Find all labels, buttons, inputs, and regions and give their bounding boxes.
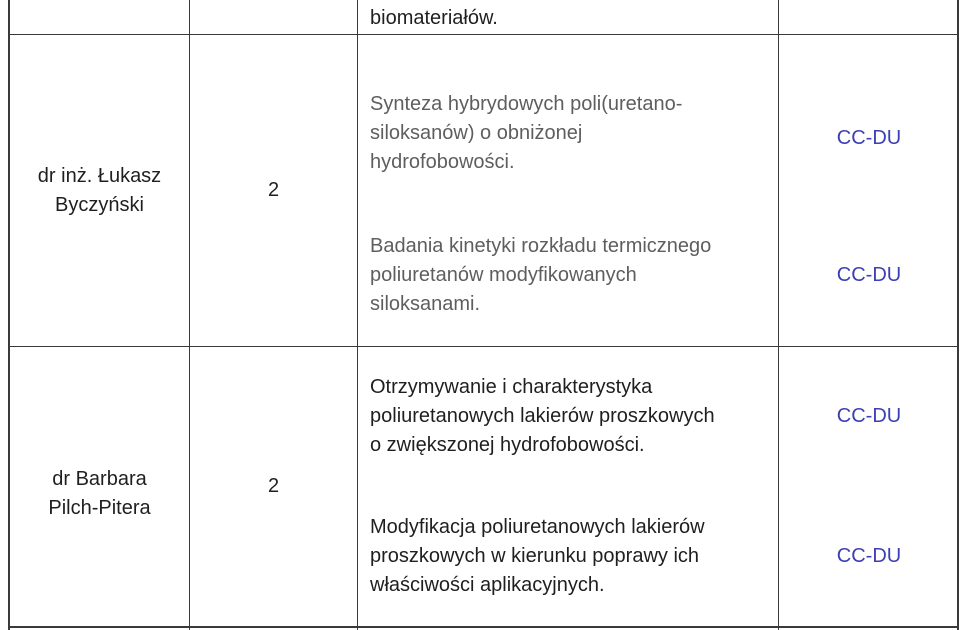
topic-title-line: poliuretanów modyfikowanych (370, 264, 637, 286)
supervisor-cell (10, 347, 189, 626)
topic-title-line: Synteza hybrydowych poli(uretano- (370, 93, 683, 115)
topic-title-line: siloksanów) o obniżonej (370, 122, 583, 144)
topic-title-line: o zwiększonej hydrofobowości. (370, 434, 645, 456)
supervisor-name-line: dr inż. Łukasz (37, 164, 162, 187)
supervisor-name-line: dr Barbara (52, 467, 147, 490)
topic-title-line: Badania kinetyki rozkładu termicznego (370, 235, 712, 257)
supervisor-name-line: Pilch-Pitera (48, 496, 151, 519)
topic-title-line: właściwości aplikacyjnych. (370, 574, 605, 596)
license-label: CC-DU (836, 264, 902, 286)
license-label: CC-DU (836, 405, 902, 427)
topic-title-line: Otrzymywanie i charakterystyka (370, 376, 653, 398)
table-row-divider-3 (8, 626, 959, 628)
table-divider-col3 (778, 0, 779, 630)
topic-title-line: proszkowych w kierunku poprawy ich (370, 545, 700, 567)
supervisor-name-line: Byczyński (55, 193, 144, 216)
prev-row-topic-tail: biomateriałów. (370, 7, 498, 29)
topic-title-line: Modyfikacja poliuretanowych lakierów (370, 516, 705, 538)
topic-title-line: poliuretanowych lakierów proszkowych (370, 405, 715, 427)
supervisor-cell (10, 35, 189, 346)
topic-title-line: hydrofobowości. (370, 151, 515, 173)
table-border-right (957, 0, 959, 630)
table-divider-col2 (357, 0, 358, 630)
topic-count-cell: 2 (267, 475, 280, 497)
license-label: CC-DU (836, 127, 902, 149)
license-label: CC-DU (836, 545, 902, 567)
topic-count-cell: 2 (267, 179, 280, 201)
topic-title-line: siloksanami. (370, 293, 481, 315)
